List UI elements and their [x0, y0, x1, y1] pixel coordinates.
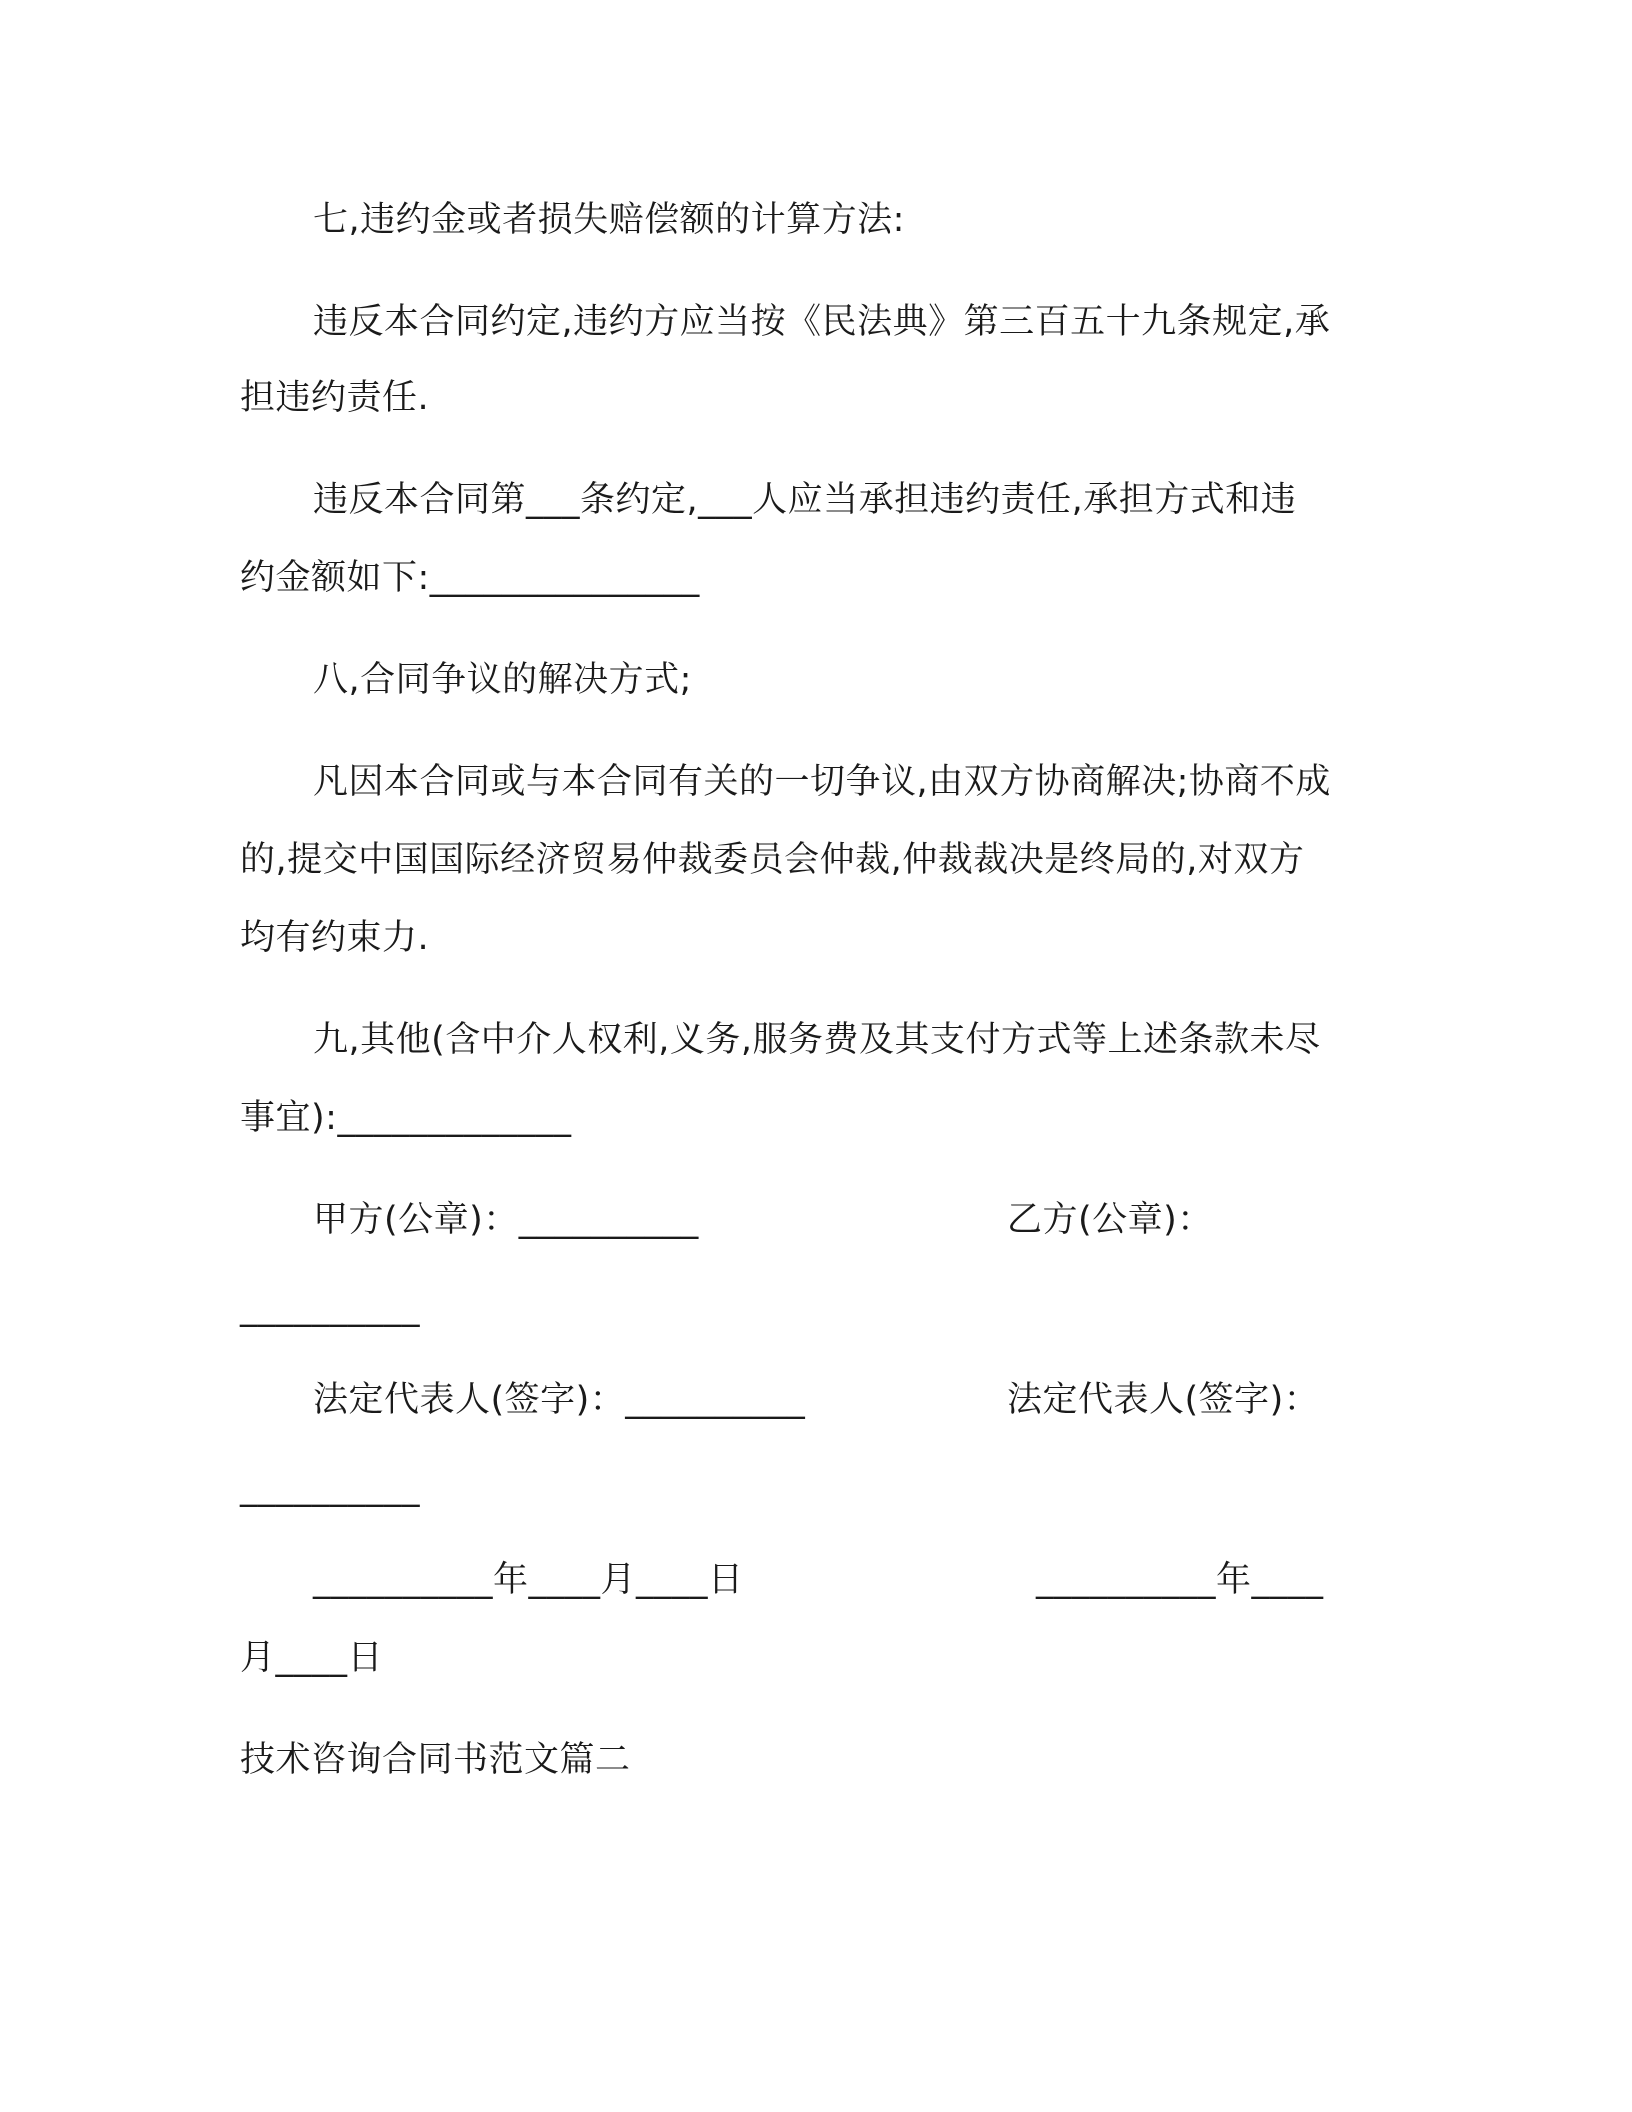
party-b-representative: 法定代表人(签字)： [1007, 1380, 1320, 1420]
party-a-date: __________年____月____日 [313, 1560, 744, 1600]
party-b-date-continued: 月____日 [240, 1638, 384, 1678]
clause-8-heading: 八,合同争议的解决方式; [313, 660, 692, 700]
party-a-seal: 甲方(公章)：__________ [313, 1200, 699, 1240]
clause-9-line-2: 事宜):_____________ [240, 1098, 572, 1138]
party-b-seal-blank: __________ [240, 1288, 420, 1328]
clause-7-heading: 七,违约金或者损失赔偿额的计算方法: [313, 200, 905, 240]
next-section-title: 技术咨询合同书范文篇二 [240, 1740, 631, 1780]
party-b-seal: 乙方(公章)： [1007, 1200, 1213, 1240]
clause-7-penalty-line-1: 违反本合同第___条约定,___人应当承担违约责任,承担方式和违 [313, 480, 1297, 520]
party-a-representative: 法定代表人(签字)：__________ [313, 1380, 806, 1420]
clause-7-penalty-line-2: 约金额如下:_______________ [240, 558, 700, 598]
party-b-representative-blank: __________ [240, 1468, 420, 1508]
clause-7-paragraph-line-1: 违反本合同约定,违约方应当按《民法典》第三百五十九条规定,承 [313, 302, 1331, 342]
clause-8-paragraph-line-2: 的,提交中国国际经济贸易仲裁委员会仲裁,仲裁裁决是终局的,对双方 [240, 840, 1305, 880]
clause-8-paragraph-line-3: 均有约束力. [240, 918, 430, 958]
party-b-date: __________年____ [1036, 1560, 1324, 1600]
clause-7-paragraph-line-2: 担违约责任. [240, 378, 430, 418]
clause-9-line-1: 九,其他(含中介人权利,义务,服务费及其支付方式等上述条款未尽 [313, 1020, 1321, 1060]
clause-8-paragraph-line-1: 凡因本合同或与本合同有关的一切争议,由双方协商解决;协商不成 [313, 762, 1331, 802]
